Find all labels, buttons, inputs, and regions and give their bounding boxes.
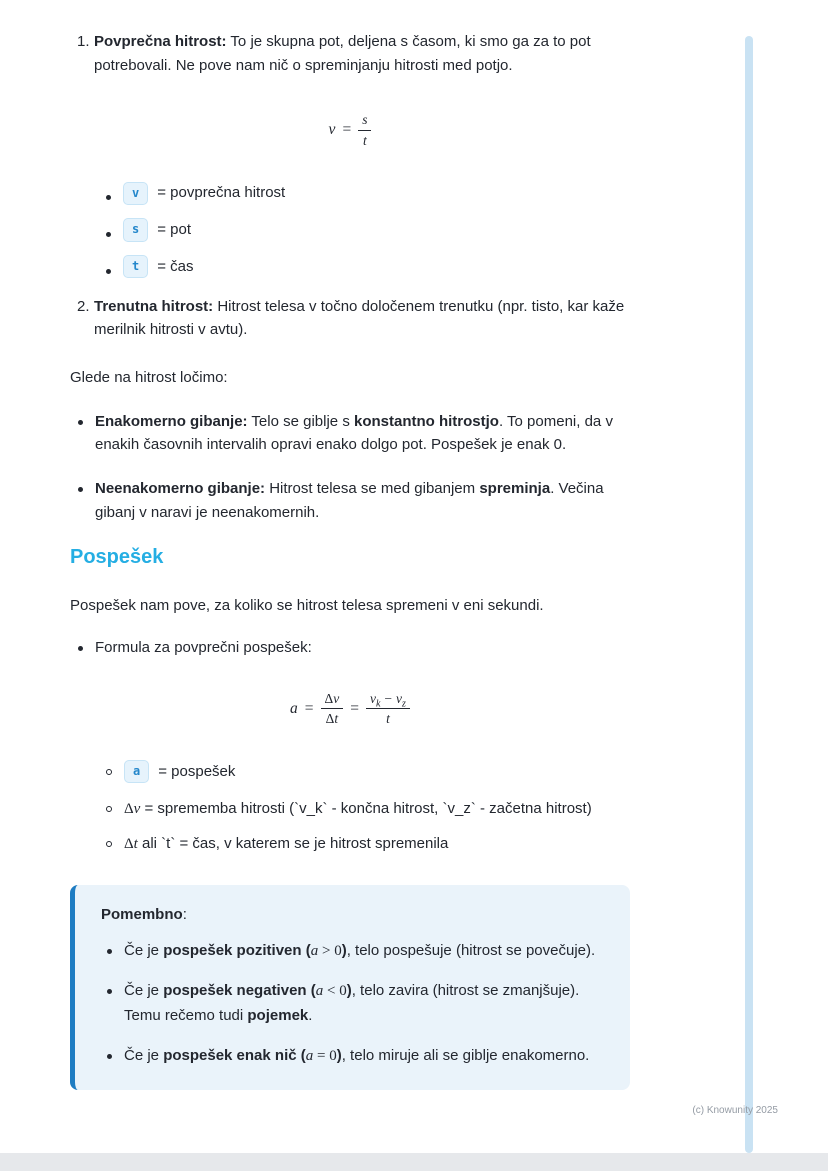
delta-t-text: [124, 832, 630, 857]
fraction-vk-minus-vz-over-t: [366, 690, 410, 728]
formula-bullet-list: [70, 636, 630, 660]
neenakomerno-text: [95, 477, 630, 524]
subscript-k: k: [375, 698, 381, 710]
list-item-negativen: [101, 979, 604, 1027]
legend-label: = čas: [157, 257, 194, 275]
formula-variable-v: v: [333, 690, 340, 706]
text-segment: Telo se giblje s: [247, 412, 354, 430]
code-pill-s: s: [123, 218, 148, 241]
term-povprecna-hitrost: Povprečna hitrost:: [94, 33, 227, 50]
closing-paren: ): [336, 1046, 342, 1064]
text-segment: Hitrost telesa v točno določenem trenutku (npr. tisto, kar kaže merilnik hitrosti v avtu).: [94, 297, 625, 339]
equals-sign: =: [350, 699, 359, 717]
text-segment: . Večina gibanj v naravi je neenakomernih.: [95, 479, 604, 521]
text-segment: Če je: [124, 941, 164, 959]
list-item: [70, 832, 630, 857]
list-item-neenakomerno: [70, 477, 630, 524]
footer-credit: (c) Knowunity 2025: [692, 1105, 778, 1116]
bullet-icon: [106, 195, 111, 200]
delta-v-text: [124, 797, 630, 822]
formula-variable-v: v: [328, 121, 336, 139]
numbered-item-instant-speed: [70, 295, 630, 342]
bullet-icon: [107, 989, 112, 994]
bullet-icon: [107, 949, 112, 954]
list-item: [70, 218, 630, 242]
hollow-bullet-icon: [106, 806, 112, 812]
hollow-bullet-icon: [106, 841, 112, 847]
formula-variable-t: t: [133, 836, 138, 853]
relation-segment: > 0: [318, 942, 342, 959]
formula-average-speed: [70, 111, 630, 149]
text-segment: ali `t` = čas, v katerem se je hitrost spremenila: [137, 835, 449, 853]
bullet-icon: [78, 420, 83, 425]
legend-label: = povprečna hitrost: [157, 184, 286, 202]
list-item-pozitiven: [101, 939, 604, 964]
closing-paren: ): [346, 982, 352, 1000]
term-pozitiven: pospešek pozitiven (: [163, 941, 311, 959]
text-segment: Če je: [124, 982, 164, 1000]
term-negativen: pospešek negativen (: [163, 982, 316, 1000]
term-spreminja: spreminja: [479, 479, 551, 497]
document-content: [70, 30, 630, 1090]
bullet-icon: [106, 269, 111, 274]
fraction-s-over-t: [358, 111, 371, 149]
text-segment: , telo zavira (hitrost se zmanjšuje). Temu rečemo tudi: [124, 982, 580, 1024]
enakomerno-text: [95, 410, 630, 457]
delta-symbol: Δ: [325, 711, 335, 727]
numbered-item-average-speed: [70, 30, 630, 77]
paragraph-pospesek-intro: Pospešek nam pove, za koliko se hitrost telesa spremeni v eni sekundi.: [70, 597, 544, 615]
list-item: [70, 797, 630, 822]
text-segment: Če je: [124, 1046, 164, 1064]
formula-variable-vz: v: [396, 690, 403, 706]
equals-sign: =: [342, 121, 352, 139]
formula-variable-vk: v: [369, 690, 376, 706]
subscript-z: z: [402, 698, 406, 710]
fraction-numerator: [366, 690, 410, 710]
list-item: [70, 181, 630, 205]
formula-acceleration: [70, 690, 630, 728]
formula-variable-a: a: [315, 983, 324, 1000]
delta-symbol: Δ: [124, 836, 134, 853]
closing-paren: ): [341, 941, 347, 959]
callout-bullet-text: [124, 939, 604, 964]
motion-types-list: [70, 410, 630, 525]
legend-label: = pot: [157, 221, 192, 239]
fraction-dv-over-dt: [321, 690, 344, 728]
term-pojemek: pojemek: [247, 1006, 309, 1024]
list-item: [70, 255, 630, 279]
code-pill-a: a: [124, 760, 149, 783]
term-enak-nic: pospešek enak nič (: [163, 1046, 306, 1064]
formula-variable-a: a: [310, 942, 319, 959]
page-bottom-edge: [0, 1153, 828, 1171]
relation-segment: = 0: [313, 1047, 337, 1064]
list-number: 2.: [77, 297, 90, 315]
delta-symbol: Δ: [124, 800, 134, 817]
formula-bullet-text: Formula za povprečni pospešek:: [95, 639, 312, 657]
fraction-denominator: t: [362, 132, 367, 148]
text-segment: , telo miruje ali se giblje enakomerno.: [341, 1046, 590, 1064]
delta-symbol: Δ: [324, 690, 334, 706]
callout-bullet-text: [124, 979, 604, 1027]
callout-title: [101, 903, 604, 927]
page-scrollbar[interactable]: [745, 36, 753, 1153]
bullet-icon: [78, 487, 83, 492]
term-enakomerno-gibanje: Enakomerno gibanje:: [95, 412, 248, 430]
legend-label: = pospešek: [158, 762, 236, 780]
list-item: [70, 760, 630, 784]
text-segment: Hitrost telesa se med gibanjem: [265, 479, 480, 497]
list-item: [70, 636, 630, 660]
important-callout: [70, 885, 630, 1090]
instant-speed-text: [94, 295, 630, 342]
section-heading-pospesek: Pospešek: [70, 546, 164, 569]
term-neenakomerno-gibanje: Neenakomerno gibanje:: [95, 479, 266, 497]
hollow-bullet-icon: [106, 769, 112, 775]
text-segment: :: [182, 905, 187, 923]
acceleration-legend-list: [70, 760, 630, 857]
text-segment: To je skupna pot, deljena s časom, ki smo ga za to pot potrebovali. Ne pove nam nič o spreminjanju hitrosti med potjo.: [94, 33, 591, 74]
formula-variable-a: a: [305, 1047, 314, 1064]
list-number: 1.: [77, 33, 90, 50]
callout-title-label: Pomembno: [101, 905, 183, 923]
term-trenutna-hitrost: Trenutna hitrost:: [94, 297, 214, 315]
text-segment: = sprememba hitrosti (`v_k` - končna hitrost, `v_z` - začetna hitrost): [140, 799, 592, 817]
code-pill-t: t: [123, 255, 148, 278]
formula-variable-a: a: [290, 699, 298, 717]
text-segment: . To pomeni, da v enakih časovnih intervalih opravi enako dolgo pot. Pospešek je enak 0.: [95, 412, 613, 454]
text-segment: .: [308, 1006, 313, 1024]
average-speed-text: [94, 30, 630, 77]
speed-legend-list: [70, 181, 630, 278]
bullet-icon: [78, 646, 83, 651]
list-item-enak-nic: [101, 1044, 604, 1069]
fraction-denominator: [321, 709, 344, 728]
text-segment: , telo pospešuje (hitrost se povečuje).: [346, 941, 596, 959]
relation-segment: < 0: [323, 983, 347, 1000]
callout-bullet-text: [124, 1044, 604, 1069]
term-konstantno-hitrostjo: konstantno hitrostjo: [353, 412, 499, 430]
list-item-enakomerno: [70, 410, 630, 457]
bullet-icon: [106, 232, 111, 237]
paragraph-glede: Glede na hitrost ločimo:: [70, 368, 228, 386]
formula-variable-t: t: [334, 711, 339, 727]
fraction-numerator: [321, 690, 344, 710]
equals-sign: =: [304, 699, 314, 717]
formula-variable-v: v: [133, 800, 141, 817]
minus-sign: −: [384, 690, 393, 706]
code-pill-v: v: [123, 182, 148, 205]
callout-list: [101, 939, 604, 1069]
fraction-numerator: s: [358, 111, 371, 131]
bullet-icon: [107, 1054, 112, 1059]
fraction-denominator: t: [386, 711, 390, 727]
